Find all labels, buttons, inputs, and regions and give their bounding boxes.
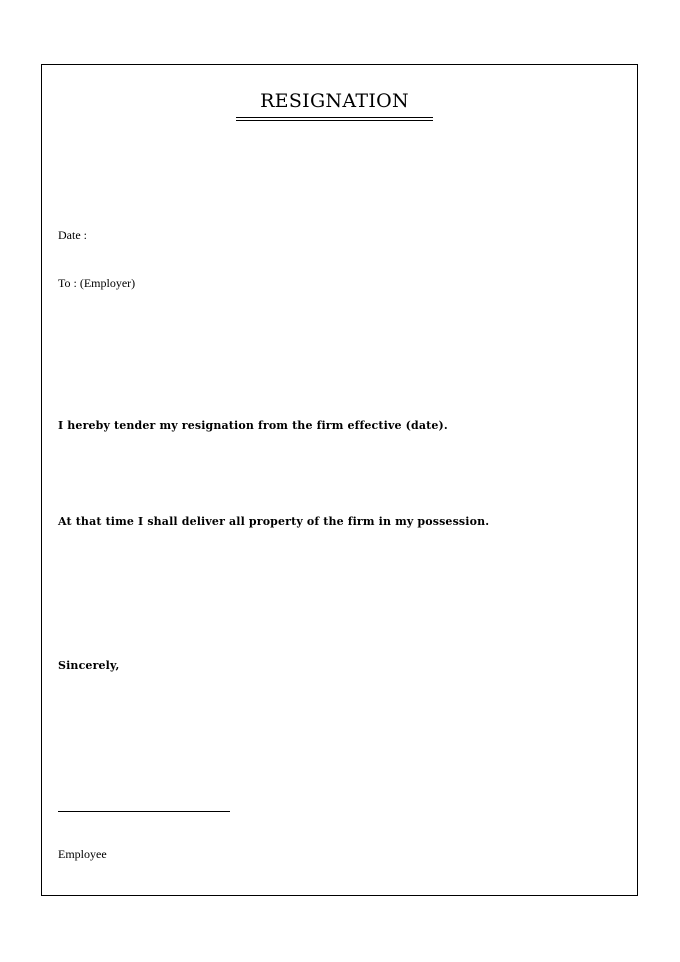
title-underline-top bbox=[236, 117, 433, 118]
closing-salutation: Sincerely, bbox=[58, 659, 120, 672]
title-underline-bottom bbox=[236, 120, 433, 121]
document-title: RESIGNATION bbox=[260, 90, 409, 112]
resignation-statement: I hereby tender my resignation from the firm effective (date). bbox=[58, 419, 448, 432]
recipient-line: To : (Employer) bbox=[58, 276, 136, 290]
signature-line bbox=[58, 811, 230, 812]
signer-label: Employee bbox=[58, 847, 107, 861]
property-statement: At that time I shall deliver all property of the firm in my possession. bbox=[58, 515, 490, 528]
date-line: Date : bbox=[58, 228, 87, 242]
document-page bbox=[41, 64, 638, 896]
